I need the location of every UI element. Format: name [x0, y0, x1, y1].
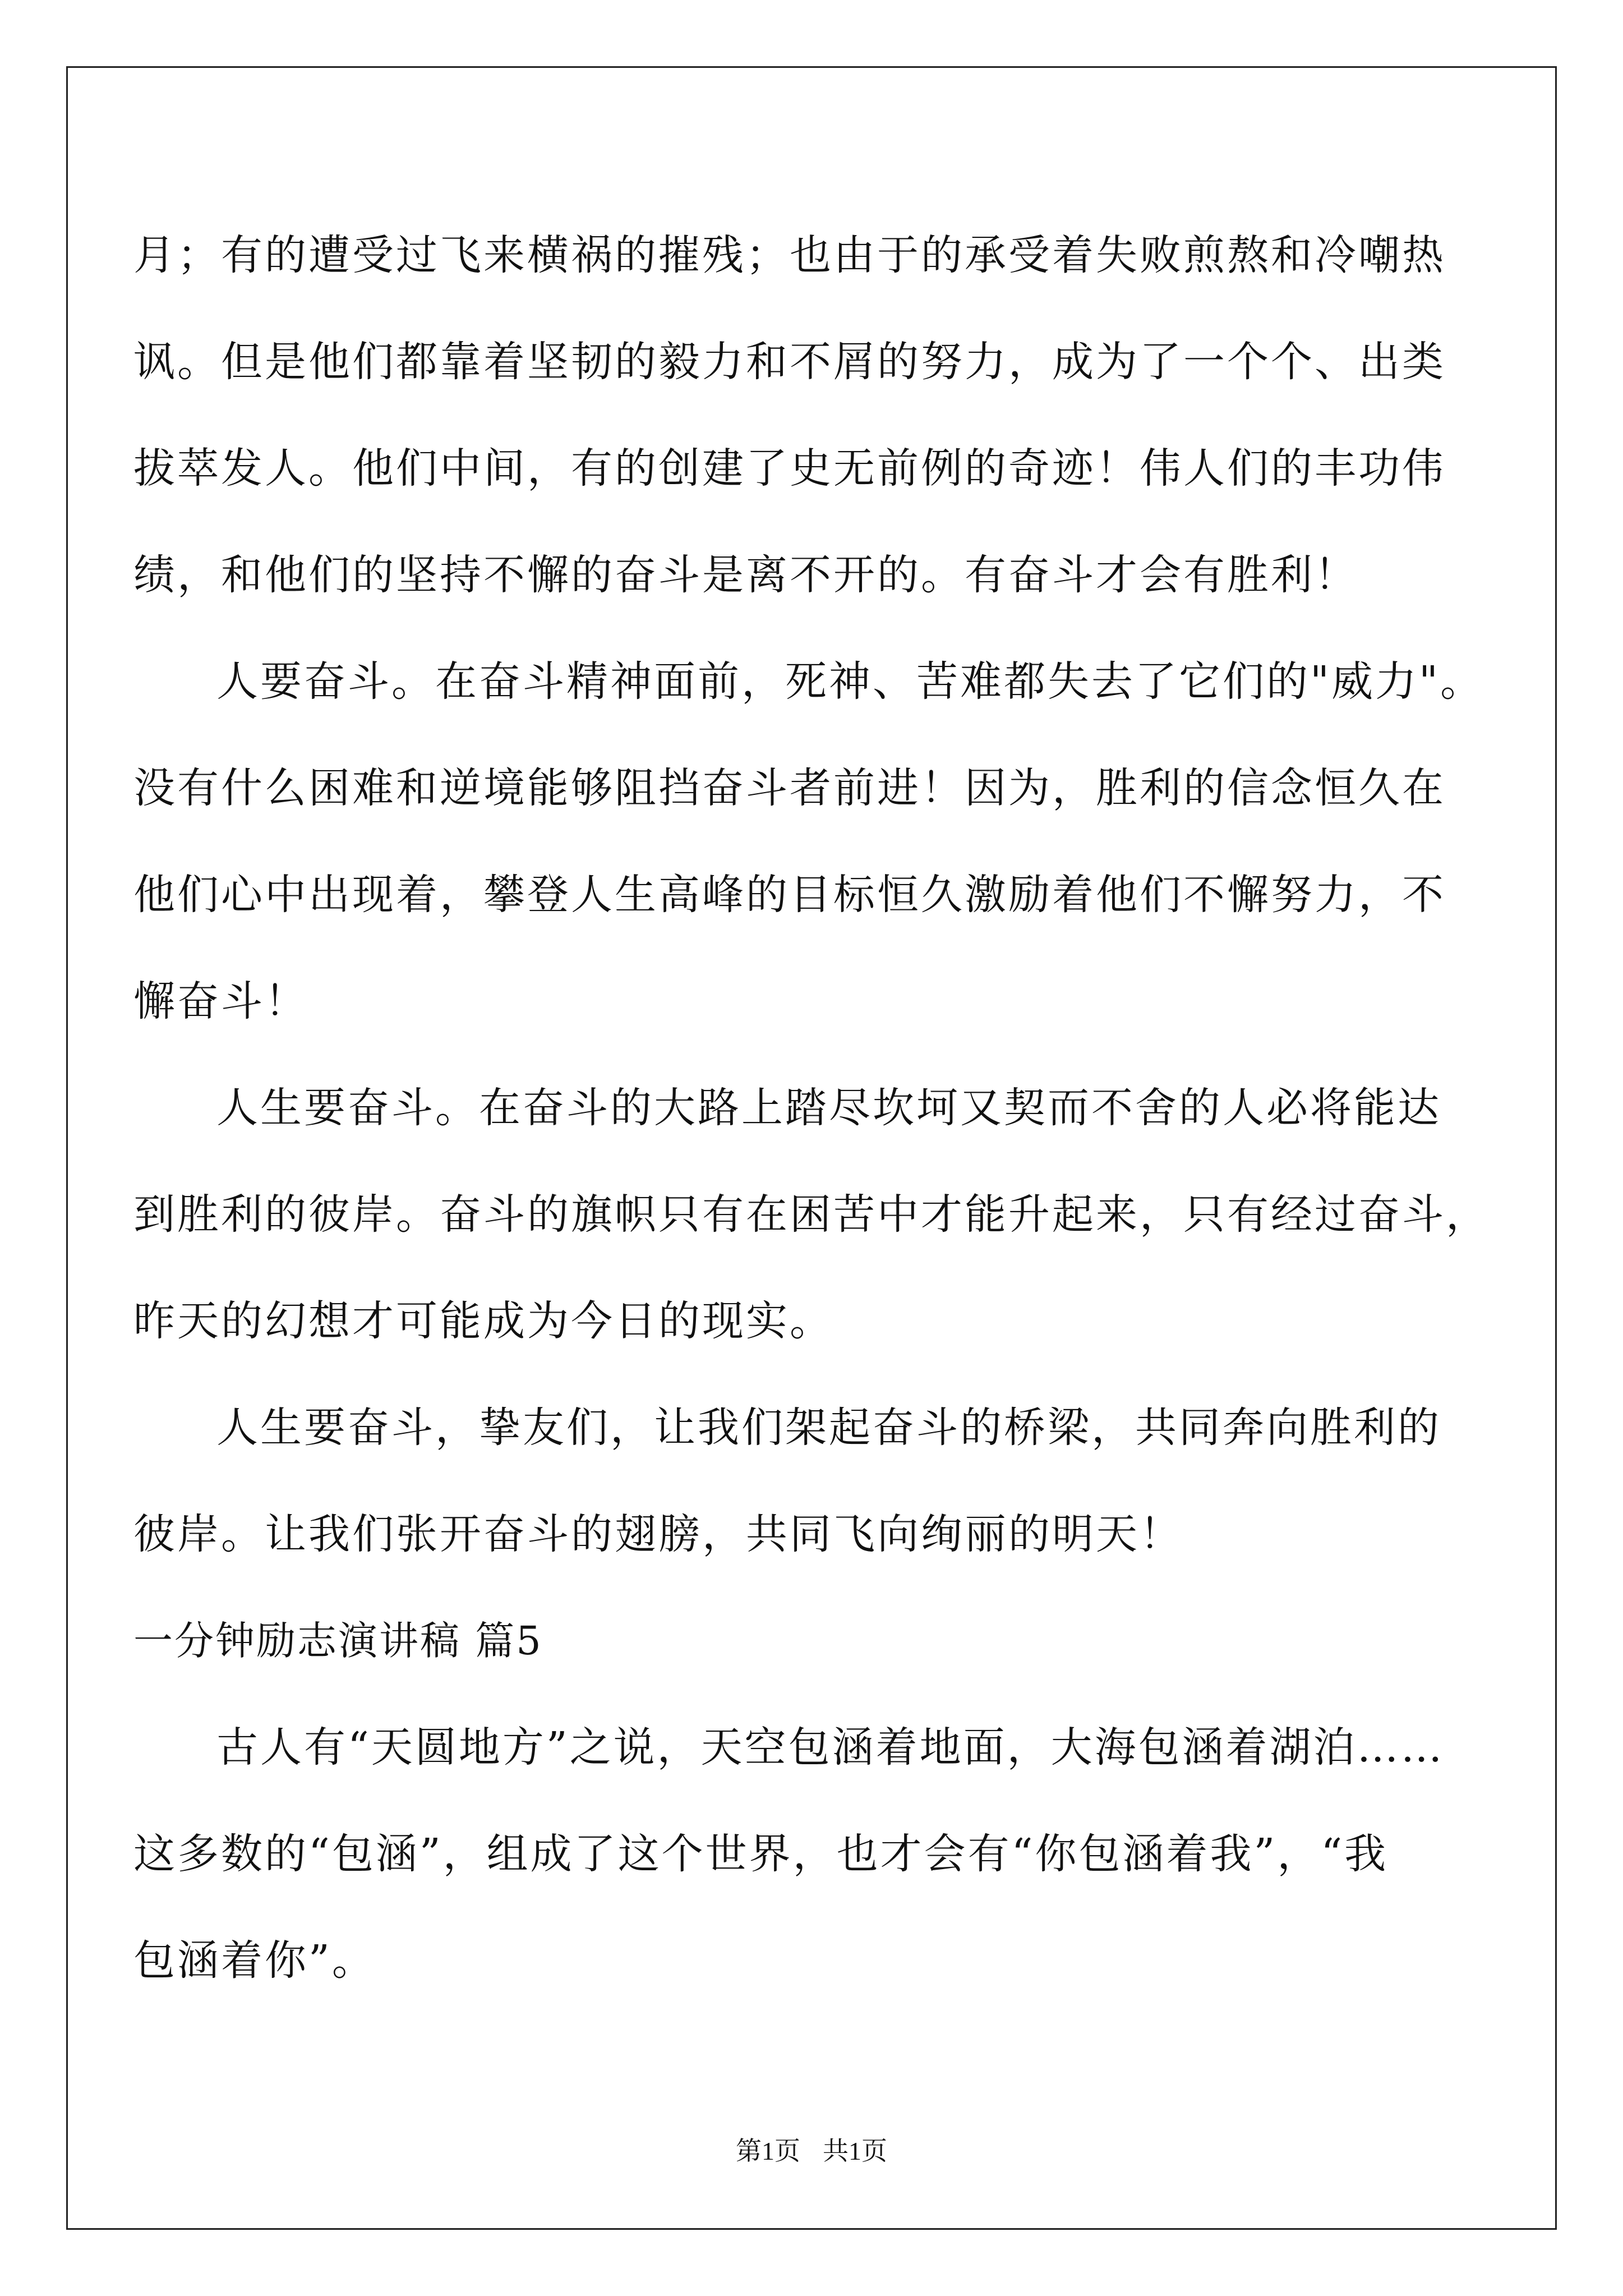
text-line: 彼岸。让我们张开奋斗的翅膀，共同飞向绚丽的明天！: [133, 1510, 1183, 1558]
text-line: 这多数的“包涵”，组成了这个世界，也才会有“你包涵着我”，“我: [133, 1830, 1389, 1878]
page-number-total: 共1页: [823, 2137, 887, 2165]
text-line: 人生要奋斗，挚友们，让我们架起奋斗的桥梁，共同奔向胜利的: [216, 1404, 1441, 1452]
text-line: 讽。但是他们都靠着坚韧的毅力和不屑的努力，成为了一个个、出类: [133, 338, 1446, 386]
text-line: 到胜利的彼岸。奋斗的旗帜只有在困苦中才能升起来，只有经过奋斗，: [133, 1190, 1490, 1239]
section-heading: 一分钟励志演讲稿 篇5: [133, 1618, 543, 1664]
document-body: [133, 202, 1490, 2014]
text-line: 古人有“天圆地方”之说，天空包涵着地面，大海包涵着湖泊……: [216, 1723, 1445, 1772]
text-line: 人生要奋斗。在奋斗的大路上踏尽坎坷又契而不舍的人必将能达: [216, 1084, 1441, 1132]
text-line: 绩，和他们的坚持不懈的奋斗是离不开的。有奋斗才会有胜利！: [133, 551, 1358, 599]
page-footer: [0, 2134, 1623, 2168]
text-line: 包涵着你”。: [133, 1936, 376, 1985]
text-line: 懈奋斗！: [133, 977, 308, 1025]
text-line: 人要奋斗。在奋斗精神面前，死神、苦难都失去了它们的"威力"。: [216, 657, 1484, 706]
text-line: 他们心中出现着，攀登人生高峰的目标恒久激励着他们不懈努力，不: [133, 871, 1446, 919]
text-line: 月；有的遭受过飞来横祸的摧残；也由于的承受着失败煎熬和冷嘲热: [133, 231, 1446, 279]
page-number-current: 第1页: [736, 2137, 800, 2165]
text-line: 昨天的幻想才可能成为今日的现实。: [133, 1297, 833, 1345]
text-line: 没有什么困难和逆境能够阻挡奋斗者前进！因为，胜利的信念恒久在: [133, 764, 1446, 812]
text-line: 拔萃发人。他们中间，有的创建了史无前例的奇迹！伟人们的丰功伟: [133, 444, 1446, 493]
